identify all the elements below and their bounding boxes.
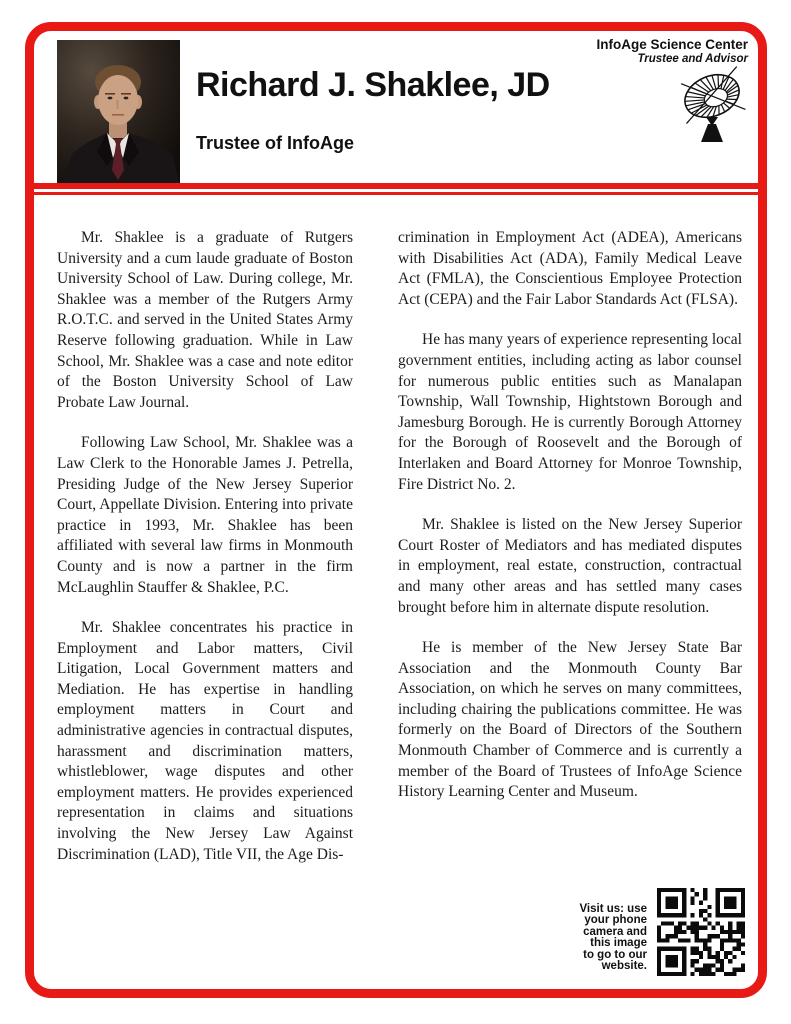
qr-caption: Visit us: use your phone camera and this image to go to our website.	[579, 903, 647, 973]
bio-paragraph: He is member of the New Jersey State Bar Association and the Monmouth County Bar Association, on which he serves on many committees, including chairing the publications committee. He was formerly on the Board of Directors of the Southern Monmouth Chamber of Commerce and is currently a member of the Board of Trustees of InfoAge Science History Learning Center and Museum.	[398, 639, 742, 801]
bio-paragraph: crimination in Employment Act (ADEA), Americans with Disabilities Act (ADA), Family Medical Leave Act (FMLA), the Conscientious Employee Protection Act (CEPA) and the Fair Labor Standards Act (FLSA).	[398, 229, 742, 308]
header-divider-thick	[29, 183, 762, 189]
portrait-photo	[57, 40, 180, 183]
org-name: InfoAge Science Center	[596, 37, 748, 52]
org-role: Trustee and Advisor	[637, 52, 748, 65]
satellite-dish-icon	[676, 62, 752, 144]
bio-left-column	[57, 228, 353, 885]
page-title: Richard J. Shaklee, JD	[196, 66, 550, 104]
bio-paragraph: Following Law School, Mr. Shaklee was a Law Clerk to the Honorable James J. Petrella, Presiding Judge of the New Jersey Superior Court, Appellate Division. Entering into private practice in 1993, Mr. Shaklee has been affiliated with several law firms in Monmouth County and is now a partner in the firm McLaughlin Stauffer & Shaklee, P.C.	[57, 434, 353, 596]
bio-right-column	[398, 228, 742, 823]
bio-paragraph: Mr. Shaklee concentrates his practice in Employment and Labor matters, Civil Litigation, Local Government matters and Mediation. He has expertise in handling employment matters in Court and administrative agencies in contractual disputes, harassment and discrimination matters, whistleblower, wage disputes and other employment matters. He provides experienced representation in claims and situations involving the New Jersey Law Against Discrimination (LAD), Title VII, the Age Dis-	[57, 619, 353, 863]
role-subtitle: Trustee of InfoAge	[196, 133, 355, 153]
header-divider-thin	[29, 192, 762, 195]
bio-paragraph: He has many years of experience representing local government entities, including acting as labor counsel for numerous public entities such as Manalapan Township, Wall Township, Hightstown Borough and Jamesburg Borough. He is currently Borough Attorney for the Borough of Roosevelt and the Borough of Interlaken and Board Attorney for Monroe Township, Fire District No. 2.	[398, 331, 742, 493]
bio-paragraph: Mr. Shaklee is a graduate of Rutgers University and a cum laude graduate of Boston University School of Law. During college, Mr. Shaklee was a member of the Rutgers Army R.O.T.C. and served in the United States Army Reserve following graduation. While in Law School, Mr. Shaklee was a case and note editor of the Boston University School of Law Probate Law Journal.	[57, 229, 353, 411]
bio-paragraph: Mr. Shaklee is listed on the New Jersey Superior Court Roster of Mediators and has mediated disputes in employment, real estate, construction, contractual and many other areas and has settled many cases brought before him in alternate dispute resolution.	[398, 516, 742, 616]
qr-code	[657, 888, 745, 976]
